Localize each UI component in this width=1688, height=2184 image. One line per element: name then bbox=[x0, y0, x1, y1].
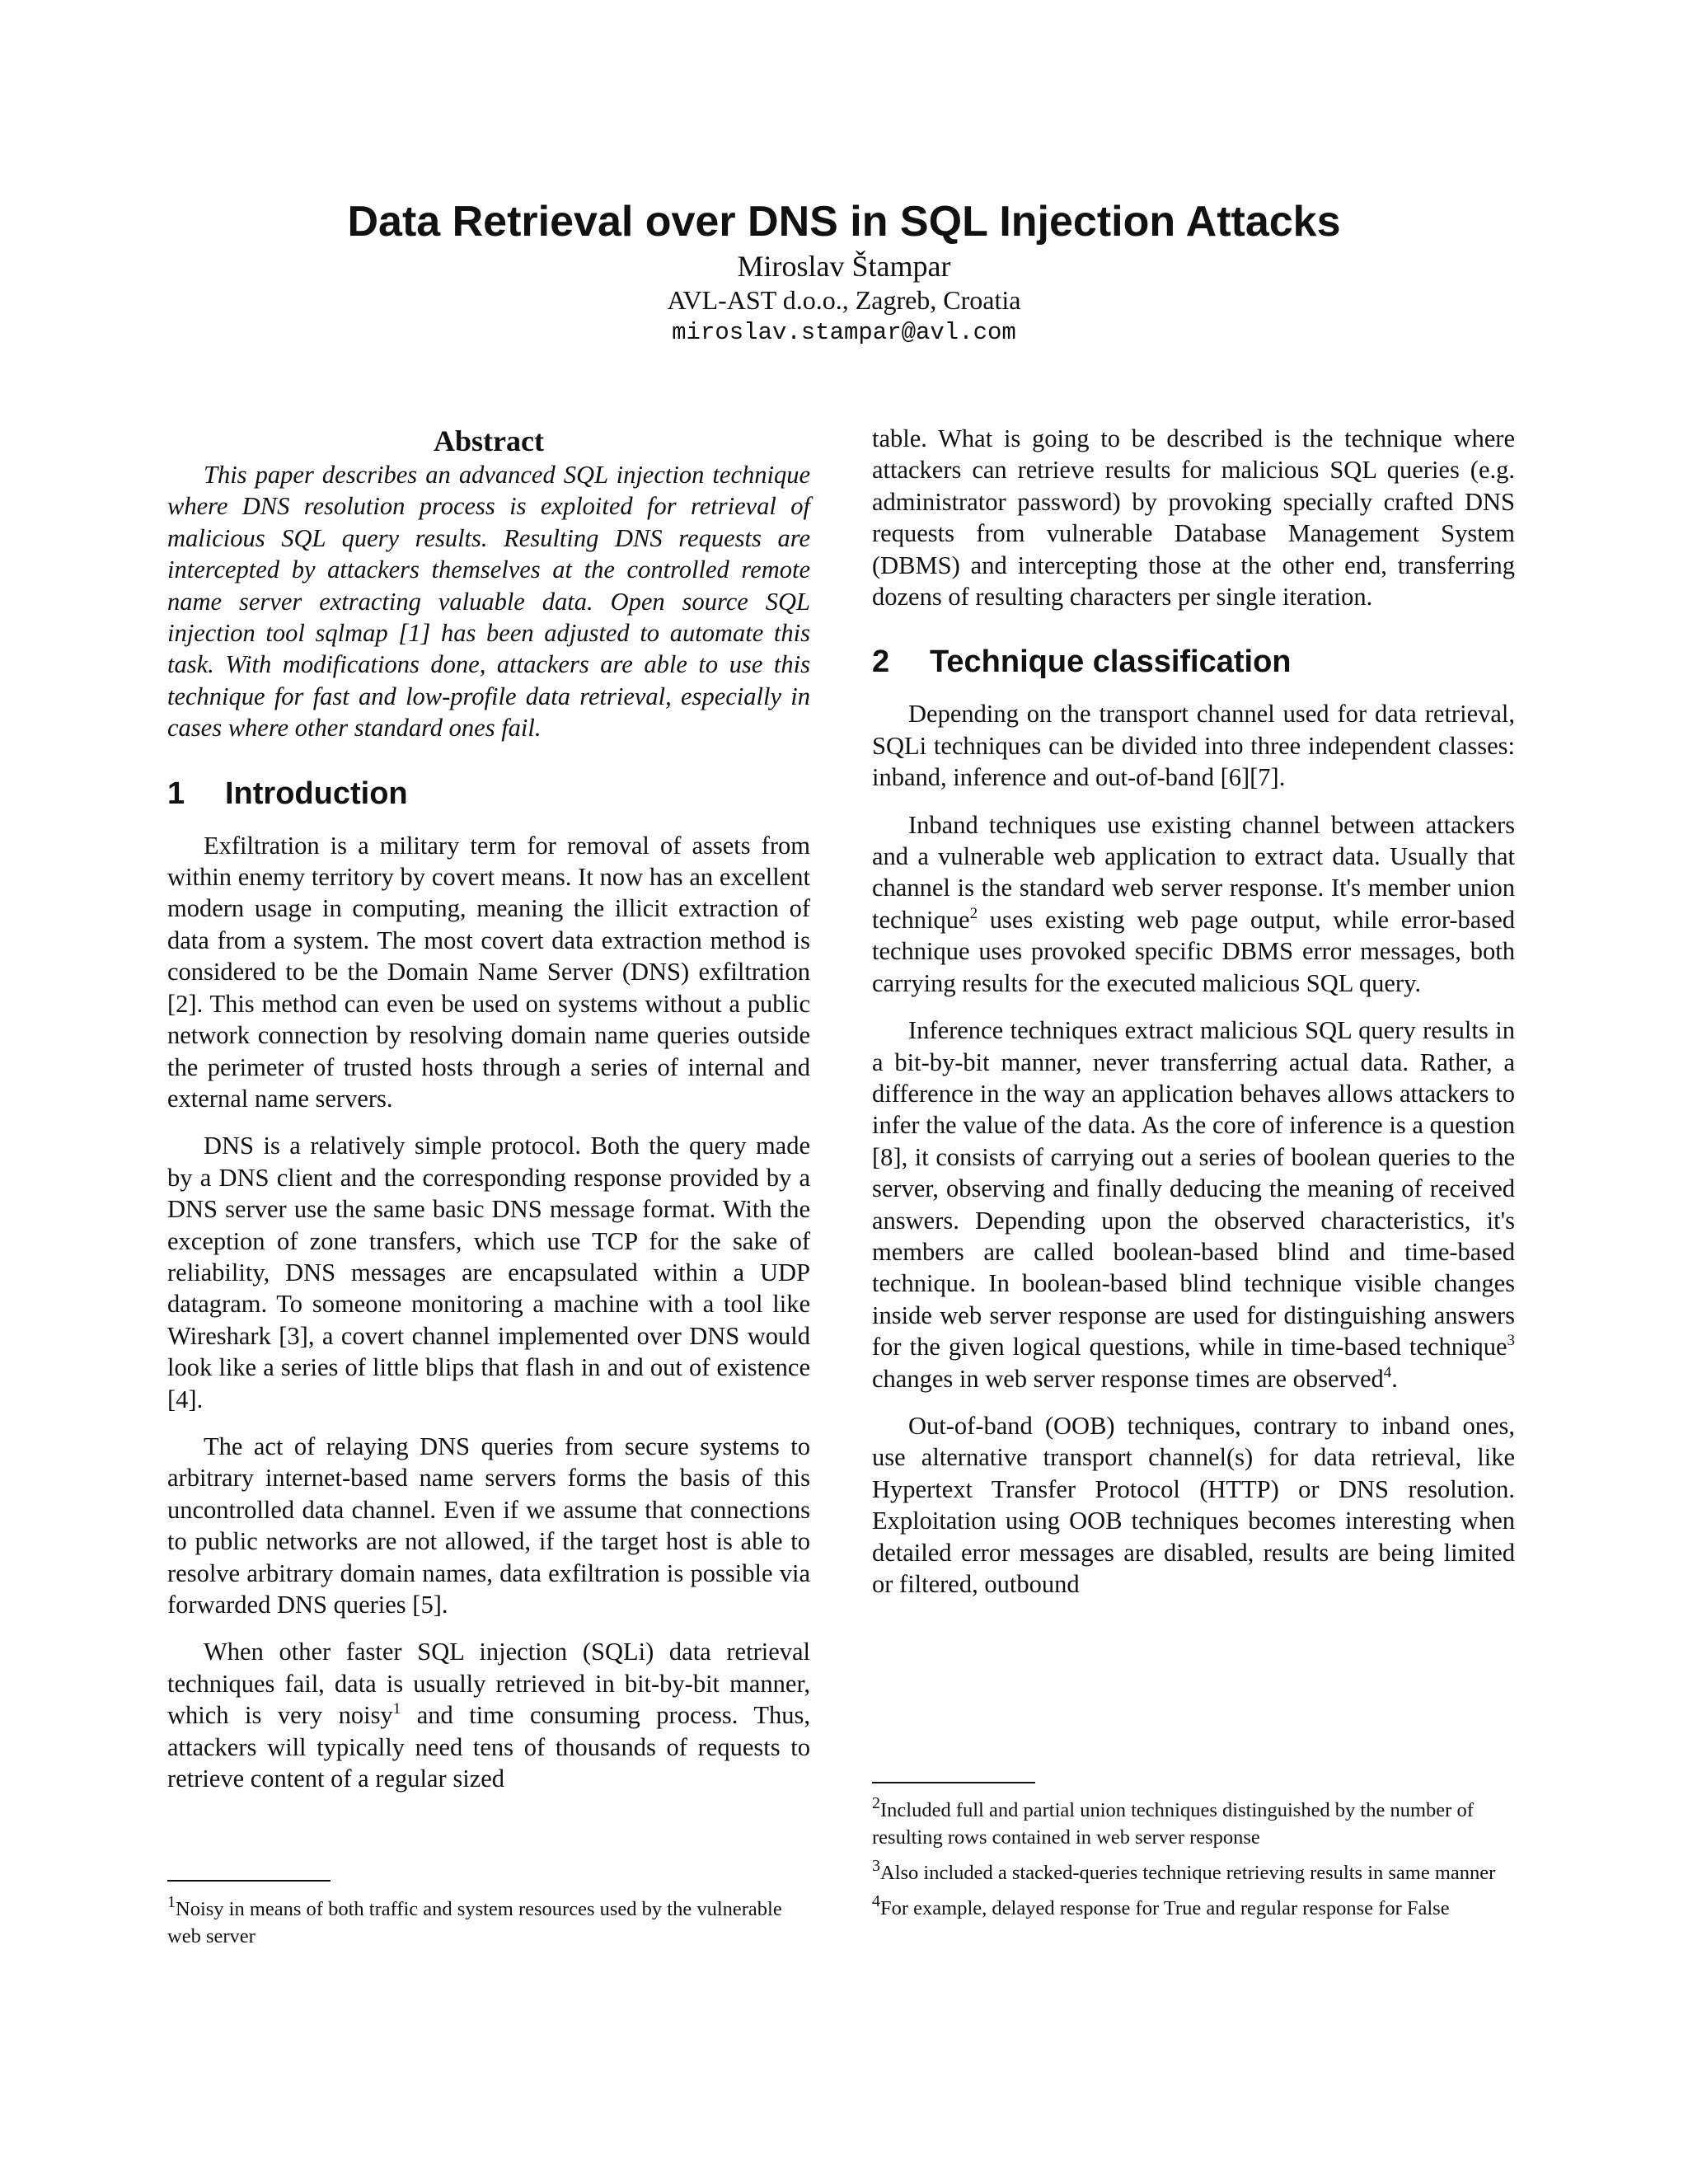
footnote-4-text: For example, delayed response for True and regular response for False bbox=[880, 1897, 1450, 1919]
title-block bbox=[0, 194, 1688, 349]
footnote-ref-2: 2 bbox=[969, 904, 978, 922]
intro-paragraph-1: Exfiltration is a military term for removal of assets from within enemy territory by covert means. It now has an excellent modern usage in computing, meaning the illicit extraction of data from a system. The most covert data extraction method is considered to be the Domain Name Server (DNS) exfiltration [2]. This method can even be used on systems without a public network connection by resolving domain name queries outside the perimeter of trusted hosts through a series of internal and external name servers. bbox=[167, 831, 810, 1113]
classification-paragraph-3-text-b: changes in web server response times are observed bbox=[872, 1364, 1384, 1393]
right-footnote-rule bbox=[872, 1782, 1035, 1783]
left-column bbox=[167, 423, 810, 1794]
left-footnote-rule bbox=[167, 1880, 331, 1882]
author-affiliation: AVL-AST d.o.o., Zagreb, Croatia bbox=[667, 285, 1021, 315]
classification-paragraph-1: Depending on the transport channel used for data retrieval, SQLi techniques can be divided into three independent classes: inband, inference and out-of-band [6][7]. bbox=[872, 700, 1515, 792]
footnote-3-text: Also included a stacked-queries technique retrieving results in same manner bbox=[880, 1862, 1496, 1884]
right-footnotes bbox=[872, 1794, 1515, 1930]
intro-paragraph-4 bbox=[167, 1636, 810, 1794]
section-2-heading bbox=[872, 644, 1515, 680]
classification-paragraph-3-text-c: . bbox=[1391, 1364, 1398, 1393]
footnote-3 bbox=[872, 1859, 1515, 1886]
classification-paragraph-2 bbox=[872, 809, 1515, 999]
footnote-4 bbox=[872, 1892, 1515, 1922]
paper-title: Data Retrieval over DNS in SQL Injection Attacks bbox=[347, 198, 1341, 246]
section-1-number: 1 bbox=[167, 776, 185, 811]
footnote-2-mark: 2 bbox=[872, 1794, 880, 1812]
intro-paragraph-4-text-b: and time consuming process. Thus, attackers will typically need tens of thousands of requests to retrieve content of a regular sized bbox=[167, 1701, 810, 1793]
abstract-heading: Abstract bbox=[434, 424, 544, 457]
footnote-4-mark: 4 bbox=[872, 1892, 880, 1910]
footnote-ref-4: 4 bbox=[1383, 1363, 1392, 1381]
classification-paragraph-3-text-a: Inference techniques extract malicious SQL query results in a bit-by-bit manner, never transferring actual data. Rather, a difference in the way an application behaves allows attackers to infer the value of the data. As the core of inference is a question [8], it consists of carrying out a series of boolean queries to the server, observing and finally deducing the meaning of received answers. Depending upon the observed characteristics, it's members are called boolean-based blind and time-based technique. In boolean-based blind technique visible changes inside web server response are used for distinguishing answers for the given logical questions, while in time-based technique bbox=[872, 1016, 1515, 1361]
footnote-3-mark: 3 bbox=[872, 1857, 880, 1875]
footnote-1-text: Noisy in means of both traffic and system resources used by the vulnerable web server bbox=[167, 1898, 782, 1947]
footnote-ref-1: 1 bbox=[392, 1700, 401, 1718]
classification-paragraph-2-text-a: Inband techniques use existing channel between attackers and a vulnerable web application to extract data. Usually that channel is the standard web server response. It's member union technique bbox=[872, 810, 1515, 934]
section-1-title: Introduction bbox=[225, 776, 408, 811]
footnote-1 bbox=[167, 1893, 810, 1950]
classification-paragraph-4: Out-of-band (OOB) techniques, contrary to inband ones, use alternative transport channel(s) for data retrieval, like Hypertext Transfer Protocol (HTTP) or DNS resolution. Exploitation using OOB techniques becomes interesting when detailed error messages are disabled, results are being limited or filtered, outbound bbox=[872, 1411, 1515, 1598]
abstract-body: This paper describes an advanced SQL injection technique where DNS resolution process is exploited for retrieval of malicious SQL query results. Resulting DNS requests are intercepted by attackers themselves at the controlled remote name server extracting valuable data. Open source SQL injection tool sqlmap [1] has been adjusted to automate this task. With modifications done, attackers are able to use this technique for fast and low-profile data retrieval, especially in cases where other standard ones fail. bbox=[167, 461, 810, 743]
section-1-heading bbox=[167, 776, 810, 812]
left-footnotes bbox=[167, 1893, 810, 1958]
intro-paragraph-4-continued: table. What is going to be described is the technique where attackers can retrieve results for malicious SQL queries (e.g. administrator password) by provoking specially crafted DNS requests from vulnerable Database Management System (DBMS) and intercepting those at the other end, transferring dozens of resulting characters per single iteration. bbox=[872, 424, 1515, 612]
intro-paragraph-3: The act of relaying DNS queries from secure systems to arbitrary internet-based name servers forms the basis of this uncontrolled data channel. Even if we assume that connections to public networks are not allowed, if the target host is able to resolve arbitrary domain names, data exfiltration is possible via forwarded DNS queries [5]. bbox=[167, 1432, 810, 1619]
section-2-number: 2 bbox=[872, 644, 890, 680]
right-column bbox=[872, 423, 1515, 1600]
footnote-1-mark: 1 bbox=[167, 1893, 176, 1911]
author-email: miroslav.stampar@avl.com bbox=[672, 319, 1016, 346]
classification-paragraph-2-text-b: uses existing web page output, while error-based technique uses provoked specific DBMS error messages, both carrying results for the executed malicious SQL query. bbox=[872, 905, 1515, 997]
author-name: Miroslav Štampar bbox=[737, 250, 951, 283]
footnote-2-text: Included full and partial union techniques distinguished by the number of resulting rows contained in web server response bbox=[872, 1799, 1474, 1849]
intro-paragraph-4-text-a: When other faster SQL injection (SQLi) data retrieval techniques fail, data is usually retrieved in bit-by-bit manner, which is very noisy bbox=[167, 1638, 810, 1730]
classification-paragraph-3 bbox=[872, 1015, 1515, 1394]
intro-paragraph-2: DNS is a relatively simple protocol. Both the query made by a DNS client and the corresponding response provided by a DNS server use the same basic DNS message format. With the exception of zone transfers, which use TCP for the sake of reliability, DNS messages are encapsulated within a UDP datagram. To someone monitoring a machine with a tool like Wireshark [3], a covert channel implemented over DNS would look like a series of little blips that flash in and out of existence [4]. bbox=[167, 1132, 810, 1413]
footnote-2 bbox=[872, 1794, 1515, 1851]
footnote-ref-3: 3 bbox=[1507, 1332, 1515, 1350]
section-2-title: Technique classification bbox=[930, 644, 1292, 680]
